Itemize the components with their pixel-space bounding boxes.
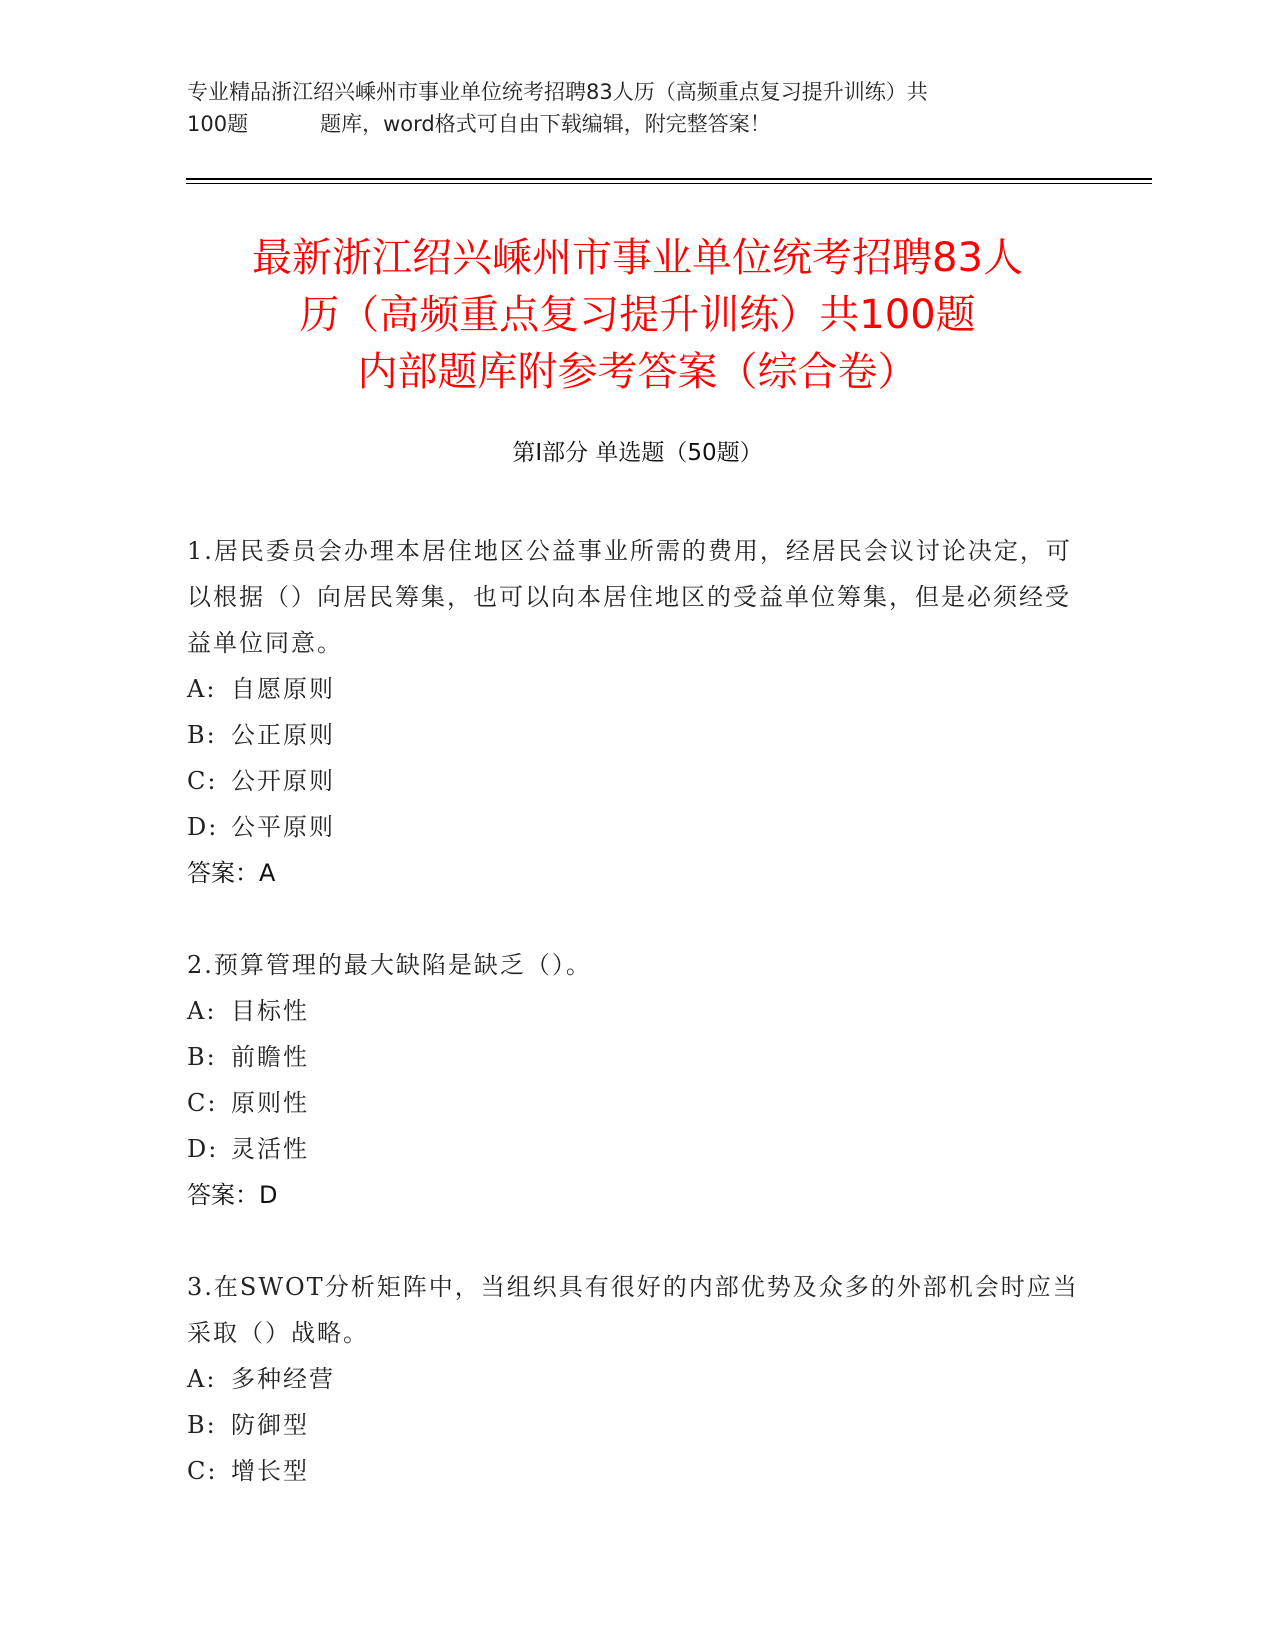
- option-b: [187, 1034, 1087, 1080]
- option-letter: B:: [187, 1043, 217, 1071]
- answer: 答案：D: [187, 1181, 278, 1209]
- question-text: 2.预算管理的最大缺陷是缺乏（）。: [187, 951, 592, 979]
- option-letter: A:: [187, 1365, 217, 1393]
- title-line-3: 内部题库附参考答案（综合卷）: [357, 349, 918, 395]
- question-3: [187, 1264, 1087, 1494]
- option-text: 目标性: [231, 997, 309, 1025]
- option-c: [187, 1080, 1087, 1126]
- option-text: 前瞻性: [231, 1043, 309, 1071]
- header-divider-thin: [186, 183, 1152, 184]
- title-line-1: 最新浙江绍兴嵊州市事业单位统考招聘83人: [252, 235, 1023, 281]
- option-d: [187, 804, 1087, 850]
- header-divider-thick: [186, 178, 1152, 180]
- option-letter: B:: [187, 1411, 217, 1439]
- question-text: 3.在SWOT分析矩阵中，当组织具有很好的内部优势及众多的外部机会时应当采取（）战略。: [187, 1273, 1079, 1347]
- header-note: [187, 76, 1087, 140]
- question-text: 1.居民委员会办理本居住地区公益事业所需的费用，经居民会议讨论决定，可以根据（）向居民筹集，也可以向本居住地区的受益单位筹集，但是必须经受益单位同意。: [187, 537, 1072, 657]
- document-title: [150, 230, 1125, 401]
- option-b: [187, 1402, 1087, 1448]
- option-text: 公正原则: [231, 721, 335, 749]
- answer: 答案：A: [187, 859, 276, 887]
- option-a: [187, 1356, 1087, 1402]
- section-heading: 第Ⅰ部分 单选题（50题）: [512, 440, 763, 466]
- option-letter: C:: [187, 767, 218, 795]
- option-b: [187, 712, 1087, 758]
- option-text: 公平原则: [231, 813, 335, 841]
- option-letter: A:: [187, 675, 217, 703]
- option-text: 原则性: [231, 1089, 309, 1117]
- question-1: [187, 528, 1087, 896]
- option-a: [187, 666, 1087, 712]
- option-text: 公开原则: [231, 767, 335, 795]
- option-text: 多种经营: [231, 1365, 335, 1393]
- option-letter: D:: [187, 813, 219, 841]
- option-letter: C:: [187, 1089, 218, 1117]
- option-letter: D:: [187, 1135, 219, 1163]
- option-text: 增长型: [231, 1457, 309, 1485]
- option-text: 自愿原则: [231, 675, 335, 703]
- header-line-1: 专业精品浙江绍兴嵊州市事业单位统考招聘83人历（高频重点复习提升训练）共: [187, 80, 928, 104]
- option-d: [187, 1126, 1087, 1172]
- option-letter: C:: [187, 1457, 218, 1485]
- question-2: [187, 942, 1087, 1218]
- option-a: [187, 988, 1087, 1034]
- title-line-2: 历（高频重点复习提升训练）共100题: [299, 292, 976, 338]
- option-c: [187, 1448, 1087, 1494]
- header-line-2-text: 题库，word格式可自由下载编辑，附完整答案！: [320, 112, 771, 136]
- option-c: [187, 758, 1087, 804]
- option-text: 防御型: [231, 1411, 309, 1439]
- option-text: 灵活性: [231, 1135, 309, 1163]
- option-letter: A:: [187, 997, 217, 1025]
- question-list: [187, 528, 1087, 1540]
- header-line-2-count: 100题: [187, 112, 249, 136]
- option-letter: B:: [187, 721, 217, 749]
- header-line-2: [187, 108, 1087, 140]
